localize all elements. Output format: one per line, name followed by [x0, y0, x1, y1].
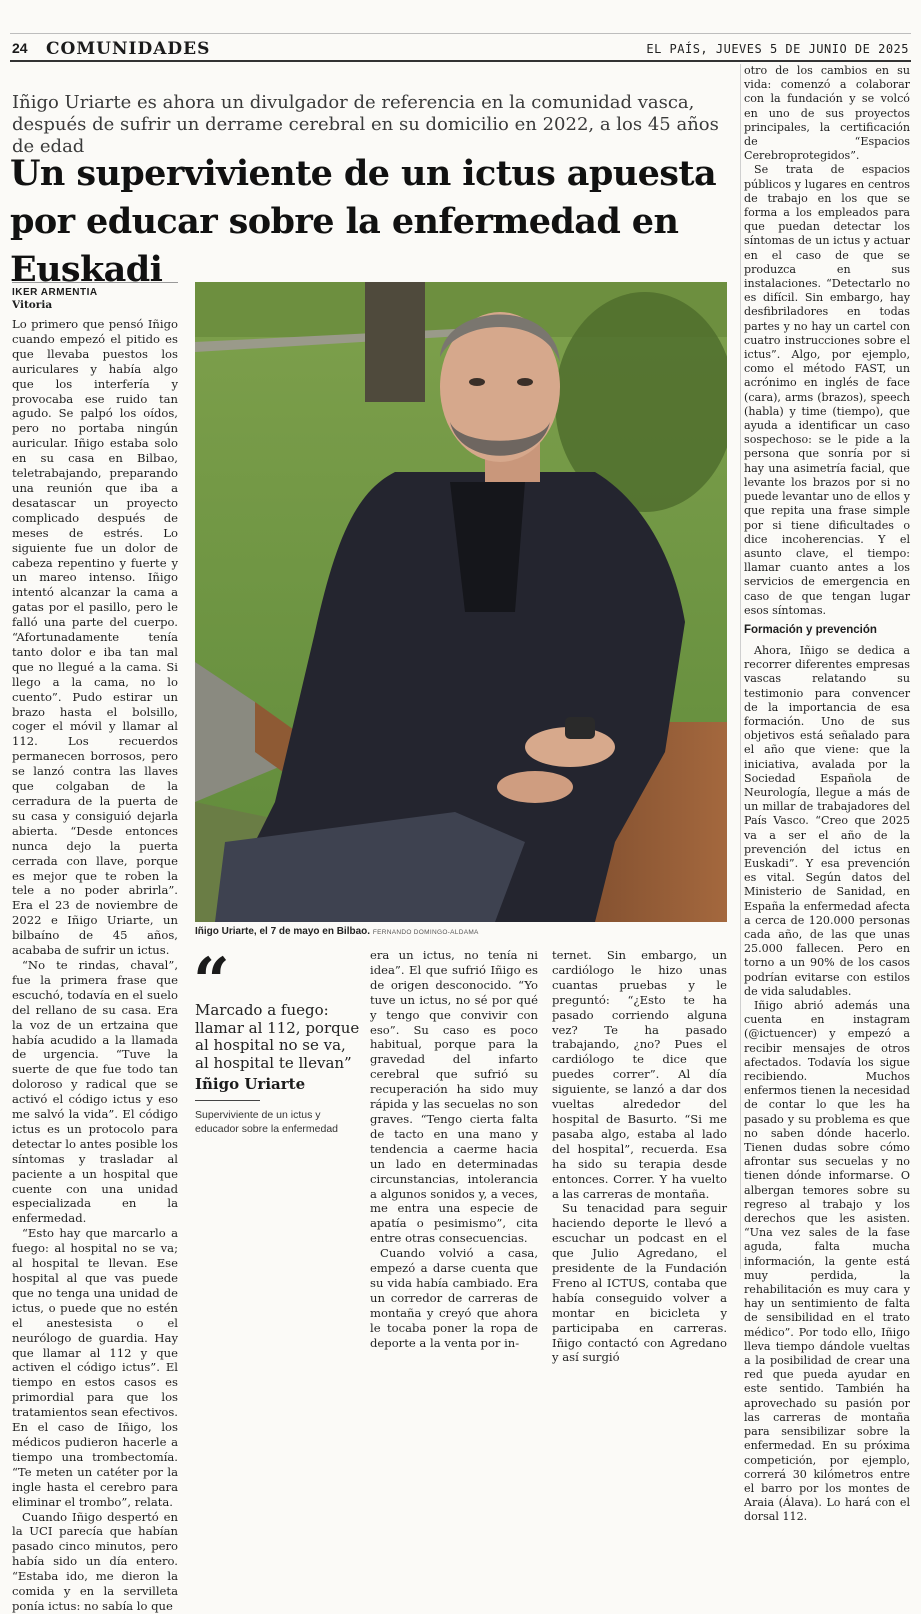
photo-credit: FERNANDO DOMINGO-ALDAMA — [372, 929, 479, 936]
pullquote-role: Superviviente de un ictus y educador sobre la enfermedad — [195, 1109, 339, 1135]
dateline-city: Vitoria — [12, 299, 53, 311]
paragraph: ternet. Sin embargo, un cardiólogo le hizo unas cuantas pruebas y le preguntó: “¿Esto te ha pasado corriendo alguna vez? Te ha pasado trabajando, ¿no? Pues el cardiólogo te dice que puedes correr”. Al día siguiente, se lanzó a dar dos vueltas alrededor del hospital de Basurto. “Si me pasaba algo, estaba al lado del hospital”, recuerda. Esa ha sido su terapia desde entonces. Correr. Y ha vuelto a las carreras de montaña. — [552, 948, 727, 1201]
caption-text: Iñigo Uriarte, el 7 de mayo en Bilbao. — [195, 926, 371, 937]
paragraph: otro de los cambios en su vida: comenzó a colaborar con la fundación y se volcó en uno de sus proyectos principales, la certificación de “Espacios Cerebroprotegidos”. — [744, 64, 910, 163]
paragraph: Su tenacidad para seguir haciendo deporte le llevó a escuchar un podcast en el que Julio Agredano, el presidente de la Fundación Freno al ICTUS, contaba que había conseguido volver a montar en bicicleta y participaba en carreras. Iñigo contactó con Agredano y así surgió — [552, 1201, 727, 1365]
article-column-4 — [744, 64, 910, 1525]
quote-mark-icon: “ — [193, 944, 230, 1019]
paragraph: era un ictus, no tenía ni idea”. El que sufrió Iñigo es de origen desconocido. “Yo tuve un ictus, no sé por qué y tengo que convivir con eso”. Su caso es poco habitual, porque para la gravedad del infarto cerebral que sufrió su recuperación ha sido muy rápida y las secuelas no son graves. “Tengo cierta falta de tacto en una mano y tendencia a caerme hacia un lado en determinadas circunstancias, intolerancia a algunos sonidos y, a veces, me entra una especie de apatía o pesimismo”, cita entre otras consecuencias. — [370, 948, 538, 1246]
publication-date: EL PAÍS, JUEVES 5 DE JUNIO DE 2025 — [646, 42, 909, 56]
page-number: 24 — [12, 40, 28, 56]
article-column-3 — [552, 948, 727, 1365]
top-rule — [10, 33, 911, 34]
paragraph: “No te rindas, chaval”, fue la primera frase que escuchó, todavía en el suelo del rellano de su casa. Era la voz de un ertzaina que había acudido a la llamada de urgencia. “Tuve la suerte de que fue todo tan doloroso y radical que se activó el código ictus y eso me salvó la vida”. El código ictus es un protocolo para detectar lo antes posible los síntomas y trasladar al paciente a un hospital que cuente con una unidad especializada en la enfermedad. — [12, 957, 178, 1226]
header-rule — [10, 60, 911, 62]
paragraph: “Esto hay que marcarlo a fuego: al hospital no se va; al hospital te llevan. Ese hospital al que vas puede que no tenga una unidad de ictus, o puede que no estén el anestesista o el neurólogo de guardia. Hay que llamar al 112 y que activen el código ictus”. El tiempo en estos casos es primordial para que los tratamientos sean efectivos. En el caso de Iñigo, los médicos pudieron hacerle a tiempo una trombectomía. “Te meten un catéter por la ingle hasta el cerebro para eliminar el trombo”, relata. — [12, 1226, 178, 1509]
paragraph: Lo primero que pensó Iñigo cuando empezó el pitido es que llevaba puestos los auriculares y había algo que los interfería y provocaba ese ruido tan agudo. Se palpó los oídos, pero no portaba ningún auricular. Iñigo estaba solo en su casa en Bilbao, teletrabajando, preparando una reunión que iba a desatascar un proyecto complicado después de meses de estrés. Lo siguiente fue un dolor de cabeza repentino y fuerte y un mareo intenso. Iñigo intentó alcanzar la cama a gatas por el pasillo, pero le falló una parte del cuerpo. “Afortunadamente tenía tanto dolor e iba tan mal que no llegué a la cama. Si llego a la cama, no lo cuento”. Pudo estirar un brazo hasta el bolsillo, coger el móvil y llamar al 112. Los recuerdos permanecen borrosos, pero se lanzó contra las llaves que colgaban de la cerradura de la puerta de su casa y consiguió dejarla abierta. “Desde entonces nunca dejo la puerta cerrada con llave, porque es mejor que te roben la tele a no poder abrirla”. Era el 23 de noviembre de 2022 e Iñigo Uriarte, un bilbaíno de 45 años, acababa de sufrir un ictus. — [12, 317, 178, 958]
paragraph: Cuando Iñigo despertó en la UCI parecía que habían pasado cinco minutos, pero había sido un día entero. “Estaba ido, me dieron la comida y en la servilleta ponía ictus: no sabía lo que — [12, 1509, 178, 1613]
pullquote-name: Iñigo Uriarte — [195, 1075, 306, 1093]
byline — [12, 282, 178, 1614]
pullquote-rule — [195, 1100, 260, 1101]
photo-caption — [195, 926, 727, 937]
paragraph: Iñigo abrió además una cuenta en instagram (@ictuencer) y empezó a recibir mensajes de otros afectados. Todavía los sigue recibiendo. Muchos enfermos tienen la necesidad de contar lo que les ha pasado y su problema es que no saben dónde hacerlo. Tienen dudas sobre cómo afrontar sus secuelas y no tienen dónde informarse. O albergan temores sobre su regreso al trabajo y los derechos que les asisten. “Una vez sales de la fase aguda, falta mucha información, la gente está muy perdida, la rehabilitación es muy cara y hay un sentimiento de falta de sensibilidad en el trato médico”. Por todo ello, Iñigo lleva tiempo dándole vueltas a la posibilidad de crear una red que pueda ayudar en este sentido. También ha aprovechado su pasión por las carreras de montaña para sensibilizar sobre la enfermedad. En su próxima competición, por ejemplo, correrá 30 kilómetros entre el barro por los montes de Araia (Álava). Lo hará con el dorsal 112. — [744, 999, 910, 1524]
pullquote-text: Marcado a fuego: llamar al 112, porque al hospital no se va, al hospital te llevan” — [195, 1001, 360, 1072]
paragraph: Se trata de espacios públicos y lugares en centros de trabajo en los que se forma a los empleados para que puedan detectar los síntomas de un ictus y actuar en el caso de que se produzca en sus instalaciones. “Detectarlo no es difícil. Sin embargo, hay desfibriladores en todas partes y no hay un cartel con cuatro instrucciones sobre el ictus”. Algo, por ejemplo, como el método FAST, un acrónimo en inglés de face (cara), arms (brazos), speech (habla) y time (tiempo), que ayuda a identificar un caso sospechoso: se le pide a la persona que sonría por si hay una asimetría facial, que levante los brazos por si no puede levantar uno de ellos y que repita una frase simple por si tiene dificultades o dice incoherencias. Y el asunto clave, el tiempo: llamar cuanto antes a los servicios de emergencia en caso de que tengan lugar esos síntomas. — [744, 163, 910, 617]
portrait-image — [195, 282, 727, 922]
column-divider — [740, 64, 741, 1269]
article-photo — [195, 282, 727, 922]
author-name: IKER ARMENTIA — [12, 287, 98, 298]
paragraph: Ahora, Iñigo se dedica a recorrer diferentes empresas vascas relatando su testimonio para convencer de la importancia de esa formación. Uno de sus objetivos está señalado para el año que viene: que la iniciativa, avalada por la Sociedad Española de Neurología, llegue a más de un millar de trabajadores del País Vasco. “Creo que 2025 va a ser el año de la prevención del ictus en Euskadi”. Y esa prevención es vital. Según datos del Ministerio de Sanidad, en España la enfermedad afecta a cerca de 120.000 personas cada año, de las que unas 25.000 fallecen. Pero en torno a un 90% de los casos podrían evitarse con estilos de vida saludables. — [744, 643, 910, 998]
paragraph: Cuando volvió a casa, empezó a darse cuenta que su vida había cambiado. Era un corredor de carreras de montaña y creyó que ahora le tocaba poner la ropa de deporte a la venta por in- — [370, 1246, 538, 1350]
article-subtitle: Iñigo Uriarte es ahora un divulgador de referencia en la comunidad vasca, después de sufrir un derrame cerebral en su domicilio en 2022, a los 45 años de edad — [12, 92, 719, 157]
section-title: COMUNIDADES — [46, 39, 211, 59]
article-title: Un superviviente de un ictus apuesta por educar sobre la enfermedad en Euskadi — [10, 153, 717, 290]
section-subhead: Formación y prevención — [744, 623, 877, 636]
article-column-2 — [370, 948, 538, 1350]
